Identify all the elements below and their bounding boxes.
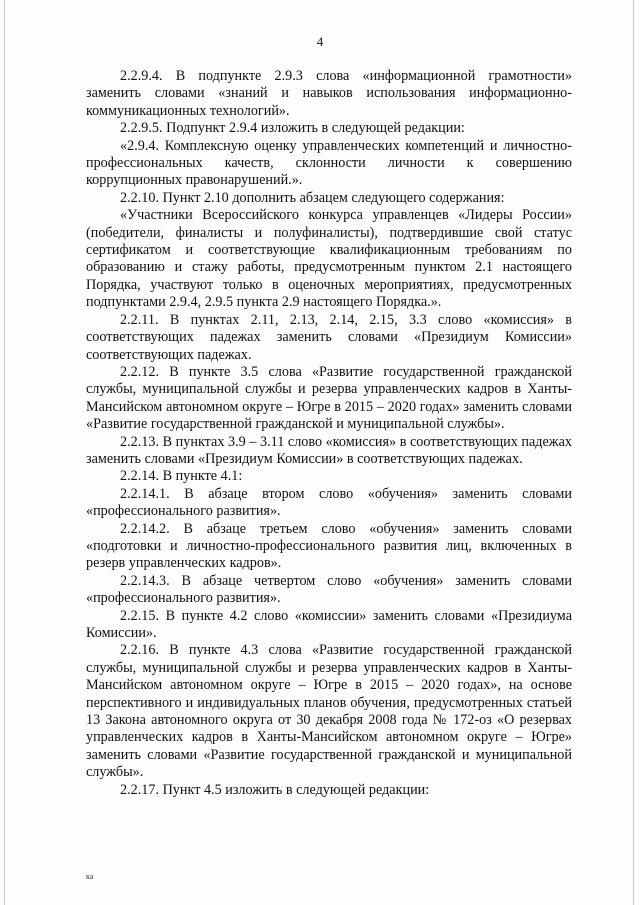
paragraph-2-2-14-3: 2.2.14.3. В абзаце четвертом слово «обучения» заменить словами «профессионального развития».	[86, 572, 572, 607]
paragraph-2-2-11: 2.2.11. В пунктах 2.11, 2.13, 2.14, 2.15, 3.3 слово «комиссия» в соответствующих падежах заменить словами «Президиум Комиссии» соответствующих падежах.	[86, 311, 572, 363]
paragraph-2-2-14-2: 2.2.14.2. В абзаце третьем слово «обучения» заменить словами «подготовки и личностно-профессионального развития лиц, включенных в резерв управленческих кадров».	[86, 520, 572, 572]
paragraph-2-2-14-1: 2.2.14.1. В абзаце втором слово «обучения» заменить словами «профессионального развития».	[86, 485, 572, 520]
document-body	[86, 68, 572, 799]
paragraph-quote-leaders-of-russia: «Участники Всероссийского конкурса управленцев «Лидеры России» (победители, финалисты и полуфиналисты), подтвердившие свой статус сертификатом и соответствующие квалификационным требованиям по образованию и стажу работы, предусмотренным пунктом 2.1 настоящего Порядка, участвуют только в оценочных мероприятиях, предусмотренных подпунктами 2.9.4, 2.9.5 пункта 2.9 настоящего Порядка.».	[86, 207, 572, 311]
scan-edge-left	[4, 0, 5, 905]
paragraph-2-2-10: 2.2.10. Пункт 2.10 дополнить абзацем следующего содержания:	[120, 189, 505, 206]
paragraph-2-2-14: 2.2.14. В пункте 4.1:	[120, 468, 243, 485]
paragraph-2-2-12: 2.2.12. В пункте 3.5 слова «Развитие государственной гражданской службы, муниципальной службы и резерва управленческих кадров в Ханты-Мансийском автономном округе – Югре в 2015 – 2020 годах» заменить словами «Развитие государственной гражданской и муниципальной службы».	[86, 363, 572, 433]
paragraph-2-2-9-4: 2.2.9.4. В подпункте 2.9.3 слова «информационной грамотности» заменить словами «знаний и навыков использования информационно-коммуникационных технологий».	[86, 68, 572, 119]
paragraph-quote-2-9-4: «2.9.4. Комплексную оценку управленческих компетенций и личностно-профессиональных качеств, склонности личности к совершению коррупционных правонарушений.».	[86, 137, 572, 189]
paragraph-2-2-9-5: 2.2.9.5. Подпункт 2.9.4 изложить в следующей редакции:	[120, 120, 465, 137]
paragraph-2-2-13: 2.2.13. В пунктах 3.9 – 3.11 слово «комиссия» в соответствующих падежах заменить словами «Президиум Комиссии» в соответствующих падежах.	[86, 433, 572, 467]
footer-mark: ка	[86, 872, 94, 881]
page-number: 4	[316, 34, 324, 49]
paragraph-2-2-17: 2.2.17. Пункт 4.5 изложить в следующей редакции:	[120, 781, 430, 798]
scan-edge-right	[633, 0, 634, 905]
paragraph-2-2-16: 2.2.16. В пункте 4.3 слова «Развитие государственной гражданской службы, муниципальной службы и резерва управленческих кадров в Ханты-Мансийском автономном округе – Югре в 2015 – 2020 годах», на основе перспективного и индивидуальных планов обучения, предусмотренных статьей 13 Закона автономного округа от 30 декабря 2008 года № 172-оз «О резервах управленческих кадров в Ханты-Мансийском автономном округе – Югре» заменить словами «Развитие государственной гражданской и муниципальной службы».	[86, 642, 572, 781]
paragraph-2-2-15: 2.2.15. В пункте 4.2 слово «комиссии» заменить словами «Президиума Комиссии».	[86, 607, 572, 641]
